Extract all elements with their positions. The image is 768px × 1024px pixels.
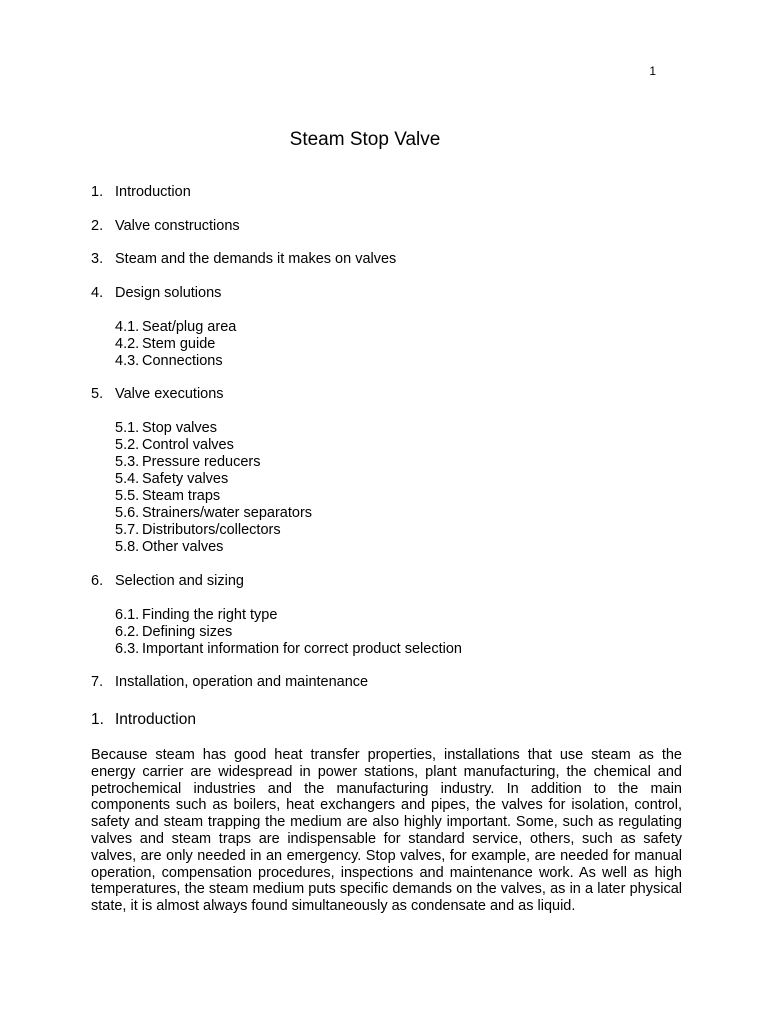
toc-subitem-number: 5.1. [115, 420, 140, 436]
toc-subitem [115, 420, 691, 437]
toc-item-number: 1. [91, 184, 104, 200]
toc-subitem [115, 607, 691, 624]
toc-subitem-number: 5.2. [115, 437, 140, 453]
toc-subitem-label: Seat/plug area [142, 318, 237, 335]
toc-subitem [115, 336, 691, 353]
toc-subitem-label: Control valves [142, 437, 234, 453]
toc-subitem-label: Distributors/collectors [142, 522, 281, 538]
toc-item-label: Valve constructions [115, 217, 240, 234]
toc-subitem-number: 6.2. [115, 623, 140, 640]
toc-subitem-number: 4.2. [115, 335, 140, 352]
toc-item [91, 386, 691, 403]
toc-item [91, 184, 691, 201]
document-title: Steam Stop Valve [289, 129, 441, 150]
toc-item [91, 674, 691, 691]
section-title: Introduction [115, 711, 196, 728]
toc-subitem-number: 4.3. [115, 352, 140, 369]
toc-section [91, 251, 691, 268]
toc-section [91, 573, 691, 658]
toc-item-label: Selection and sizing [115, 572, 244, 589]
toc-subitem-label: Connections [142, 352, 223, 369]
toc-subitem-label: Defining sizes [142, 623, 233, 640]
toc-section [91, 674, 691, 691]
intro-paragraph: Because steam has good heat transfer properties, installations that use steam as the energy carrier are widespread in power stations, plant manufacturing, the chemical and petrochemical industries and the manufacturing industry. In addition to the main components such as boilers, heat exchangers and pipes, the valves for isolation, control, safety and steam trapping the medium are also highly important. Some, such as regulating valves and steam traps are indispensable for standard service, others, such as safety valves, are only needed in an emergency. Stop valves, for example, are needed for manual operation, compensation procedures, inspections and maintenance work. As well as high temperatures, the steam medium puts specific demands on the valves, as in a later physical state, it is almost always found simultaneously as condensate and as liquid. [91, 747, 682, 915]
toc-subitem [115, 437, 691, 454]
toc-subitem-number: 6.1. [115, 606, 140, 623]
toc-item-label: Steam and the demands it makes on valves [115, 251, 397, 267]
toc-subitem-label: Finding the right type [142, 606, 278, 623]
toc-item-number: 3. [91, 251, 104, 267]
toc-subsection-list [115, 420, 691, 556]
toc-subsection-list [115, 319, 691, 370]
toc-subitem [115, 488, 691, 505]
toc-item-label: Valve executions [115, 386, 224, 402]
toc-item [91, 285, 691, 302]
toc-subitem-label: Steam traps [142, 488, 221, 504]
toc-subitem-label: Safety valves [142, 471, 229, 487]
toc-subitem-number: 6.3. [115, 640, 140, 657]
toc-item-number: 4. [91, 284, 104, 301]
toc-subitem [115, 539, 691, 556]
toc-subitem-number: 5.5. [115, 488, 140, 504]
toc-subitem [115, 624, 691, 641]
toc-subitem-label: Strainers/water separators [142, 505, 313, 521]
toc-section [91, 218, 691, 235]
toc-item-label: Installation, operation and maintenance [115, 674, 369, 690]
toc-subitem-label: Stem guide [142, 335, 216, 352]
toc-subitem-number: 5.3. [115, 454, 140, 470]
section-heading [91, 711, 196, 729]
toc-item-number: 7. [91, 674, 104, 690]
toc-subitem-number: 5.7. [115, 522, 140, 538]
toc-section [91, 285, 691, 370]
toc-subitem [115, 353, 691, 370]
section-number: 1. [91, 711, 104, 728]
toc-subitem [115, 454, 691, 471]
toc-subitem-number: 5.6. [115, 505, 140, 521]
toc-subitem-label: Stop valves [142, 420, 217, 436]
toc-section [91, 184, 691, 201]
toc-subitem [115, 641, 691, 658]
table-of-contents [91, 184, 691, 708]
toc-item [91, 573, 691, 590]
toc-subitem [115, 319, 691, 336]
toc-subitem-number: 4.1. [115, 318, 140, 335]
toc-subitem [115, 505, 691, 522]
toc-item [91, 251, 691, 268]
toc-subitem-label: Other valves [142, 539, 224, 555]
toc-subitem-number: 5.8. [115, 539, 140, 555]
toc-subitem [115, 522, 691, 539]
toc-subitem-label: Pressure reducers [142, 454, 261, 470]
toc-subitem [115, 471, 691, 488]
toc-item-label: Design solutions [115, 284, 222, 301]
toc-item-number: 2. [91, 217, 104, 234]
toc-item-number: 5. [91, 386, 104, 402]
toc-section [91, 386, 691, 556]
toc-subsection-list [115, 607, 691, 658]
toc-item-number: 6. [91, 572, 104, 589]
toc-item [91, 218, 691, 235]
toc-item-label: Introduction [115, 184, 191, 200]
toc-subitem-number: 5.4. [115, 471, 140, 487]
page-number: 1 [649, 64, 656, 78]
toc-subitem-label: Important information for correct product selection [142, 640, 462, 657]
